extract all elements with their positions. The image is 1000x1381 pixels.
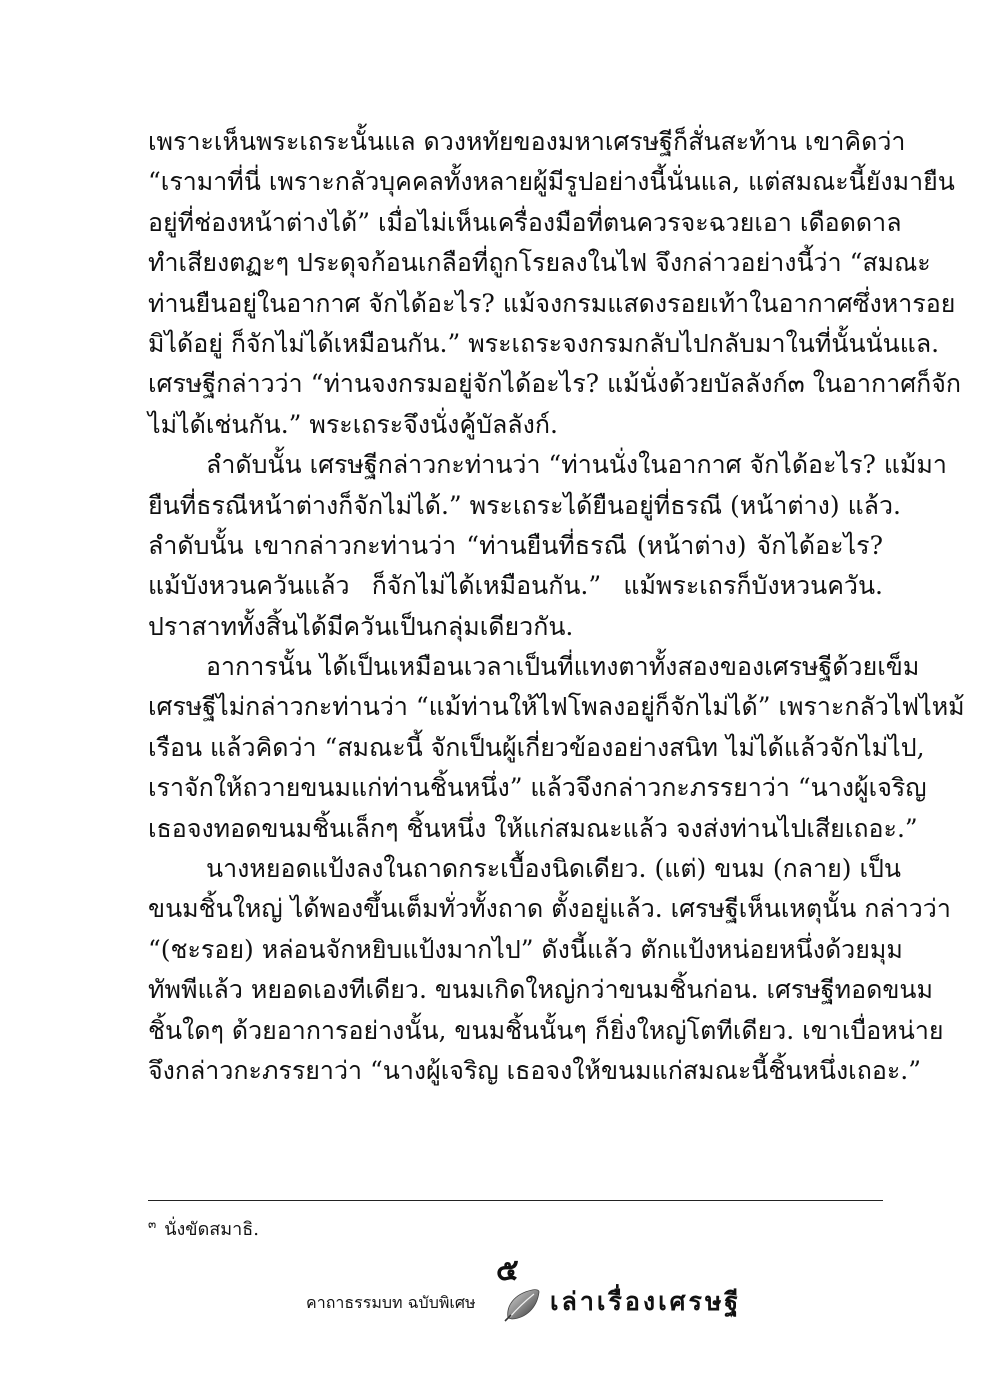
text-line: ขนมชิ้นใหญ่ ได้พองขึ้นเต็มทั่วทั้งถาด ตั้งอยู่แล้ว. เศรษฐีเห็นเหตุนั้น กล่าวว่า: [148, 894, 951, 924]
text-line: อยู่ที่ช่องหน้าต่างได้” เมื่อไม่เห็นเครื่องมือที่ตนควรจะฉวยเอา เดือดดาล: [148, 207, 902, 237]
text-line: ชิ้นใดๆ ด้วยอาการอย่างนั้น, ขนมชิ้นนั้นๆ ก็ยิ่งใหญ่โตทีเดียว. เขาเบื่อหน่าย: [148, 1015, 944, 1045]
page-number: ๕: [496, 1253, 519, 1288]
text-line: ปราสาททั้งสิ้นได้มีควันเป็นกลุ่มเดียวกัน.: [148, 611, 574, 641]
text-line: ไม่ได้เช่นกัน.” พระเถระจึงนั่งคู้บัลลังก์.: [148, 409, 558, 439]
paragraph-start-line: อาการนั้น ได้เป็นเหมือนเวลาเป็นที่แทงตาทั้งสองของเศรษฐีด้วยเข็ม: [206, 652, 920, 682]
footnote: [148, 1212, 259, 1242]
text-line: เรือน แล้วคิดว่า “สมณะนี้ จักเป็นผู้เกี่ยวข้องอย่างสนิท ไม่ได้แล้วจักไม่ไป,: [148, 732, 925, 762]
footnote-divider: [148, 1200, 883, 1201]
series-title: เล่าเรื่องเศรษฐี: [550, 1287, 742, 1316]
paragraph-start-line: นางหยอดแป้งลงในถาดกระเบื้องนิดเดียว. (แต่) ขนม (กลาย) เป็น: [206, 854, 901, 884]
text-line: “เรามาที่นี่ เพราะกลัวบุคคลทั้งหลายผู้มีรูปอย่างนี้นั่นแล, แต่สมณะนี้ยังมายืน: [148, 167, 955, 197]
leaf-icon: [502, 1286, 542, 1322]
text-line: แม้บังหวนควันแล้ว ก็จักไม่ได้เหมือนกัน.” แม้พระเถรก็บังหวนควัน.: [148, 571, 883, 601]
footnote-marker: ๓: [148, 1217, 157, 1231]
text-line: “(ชะรอย) หล่อนจักหยิบแป้งมากไป” ดังนี้แล้ว ตักแป้งหน่อยหนึ่งด้วยมุม: [148, 934, 903, 964]
footnote-text: นั่งขัดสมาธิ.: [164, 1219, 259, 1240]
text-line: ทัพพีแล้ว หยอดเองทีเดียว. ขนมเกิดใหญ่กว่าขนมชิ้นก่อน. เศรษฐีทอดขนม: [148, 975, 933, 1005]
text-line: ท่านยืนอยู่ในอากาศ จักได้อะไร? แม้จงกรมแสดงรอยเท้าในอากาศซึ่งหารอย: [148, 288, 956, 318]
text-line: เศรษฐีกล่าวว่า “ท่านจงกรมอยู่จักได้อะไร? แม้นั่งด้วยบัลลังก์๓ ในอากาศก็จัก: [148, 369, 962, 399]
text-line: ลำดับนั้น เขากล่าวกะท่านว่า “ท่านยืนที่ธรณี (หน้าต่าง) จักได้อะไร?: [148, 530, 883, 560]
text-line: ยืนที่ธรณีหน้าต่างก็จักไม่ได้.” พระเถระได้ยืนอยู่ที่ธรณี (หน้าต่าง) แล้ว.: [148, 490, 901, 520]
paragraph-start-line: ลำดับนั้น เศรษฐีกล่าวกะท่านว่า “ท่านนั่งในอากาศ จักได้อะไร? แม้มา: [206, 450, 947, 480]
text-line: เพราะเห็นพระเถระนั้นแล ดวงหทัยของมหาเศรษฐีก็สั่นสะท้าน เขาคิดว่า: [148, 127, 906, 156]
book-title: คาถาธรรมบท ฉบับพิเศษ: [306, 1293, 476, 1312]
text-line: มิได้อยู่ ก็จักไม่ได้เหมือนกัน.” พระเถระจงกรมกลับไปกลับมาในที่นั้นนั่นแล.: [148, 328, 940, 358]
text-line: จึงกล่าวกะภรรยาว่า “นางผู้เจริญ เธอจงให้ขนมแก่สมณะนี้ชิ้นหนึ่งเถอะ.”: [148, 1055, 922, 1085]
text-line: ทำเสียงตฏะๆ ประดุจก้อนเกลือที่ถูกโรยลงในไฟ จึงกล่าวอย่างนี้ว่า “สมณะ: [148, 248, 931, 278]
body-text: [148, 122, 965, 1091]
text-line: เราจักให้ถวายขนมแก่ท่านชิ้นหนึ่ง” แล้วจึงกล่าวกะภรรยาว่า “นางผู้เจริญ: [148, 773, 927, 803]
text-line: เธอจงทอดขนมชิ้นเล็กๆ ชิ้นหนึ่ง ให้แก่สมณะแล้ว จงส่งท่านไปเสียเถอะ.”: [148, 813, 918, 843]
text-line: เศรษฐีไม่กล่าวกะท่านว่า “แม้ท่านให้ไฟโพลงอยู่ก็จักไม่ได้” เพราะกลัวไฟไหม้: [148, 692, 965, 722]
